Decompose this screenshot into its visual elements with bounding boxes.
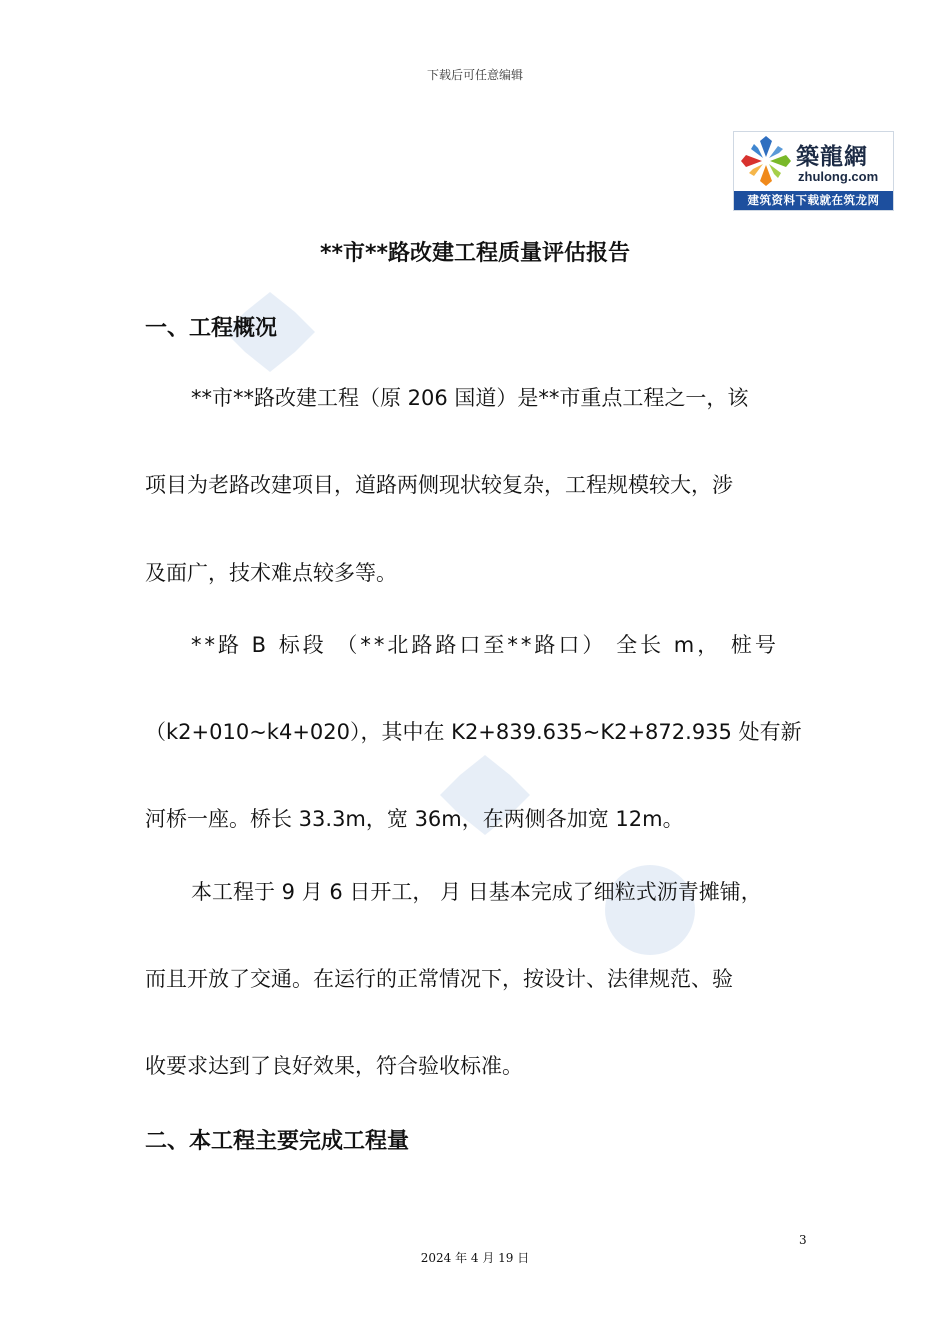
paragraph-line: 本工程于 9 月 6 日开工， 月 日基本完成了细粒式沥青摊铺， bbox=[191, 880, 762, 904]
header-note: 下载后可任意编辑 bbox=[426, 68, 523, 82]
document-title: **市**路改建工程质量评估报告 bbox=[319, 241, 631, 266]
paragraph-line: （k2+010~k4+020），其中在 K2+839.635~K2+872.935 处有新 bbox=[145, 720, 802, 744]
logo-url: zhulong.com bbox=[798, 169, 879, 184]
page-number: 3 bbox=[799, 1233, 807, 1247]
paragraph-line: 及面广，技术难点较多等。 bbox=[145, 561, 397, 585]
watermark-icon bbox=[600, 860, 700, 960]
paragraph-line: 而且开放了交通。在运行的正常情况下，按设计、法律规范、验 bbox=[145, 967, 733, 991]
section-heading: 二、本工程主要完成工程量 bbox=[145, 1129, 410, 1154]
paragraph-line: 项目为老路改建项目，道路两侧现状较复杂，工程规模较大，涉 bbox=[145, 473, 733, 497]
zhulong-logo bbox=[733, 131, 894, 211]
paragraph-line: 河桥一座。桥长 33.3m，宽 36m，在两侧各加宽 12m。 bbox=[145, 807, 684, 831]
pinwheel-logo-icon bbox=[738, 135, 794, 187]
paragraph-line: **路 B 标段 （**北路路口至**路口） 全长 m， 桩号 bbox=[191, 633, 779, 657]
paragraph-line: 收要求达到了良好效果，符合验收标准。 bbox=[145, 1054, 523, 1078]
paragraph-line: **市**路改建工程（原 206 国道）是**市重点工程之一，该 bbox=[191, 386, 749, 410]
logo-name: 築龍網 bbox=[796, 143, 868, 170]
section-heading: 一、工程概况 bbox=[145, 316, 278, 341]
footer-date: 2024 年 4 月 19 日 bbox=[420, 1251, 530, 1265]
logo-tagline: 建筑资料下载就在筑龙网 bbox=[734, 191, 893, 210]
